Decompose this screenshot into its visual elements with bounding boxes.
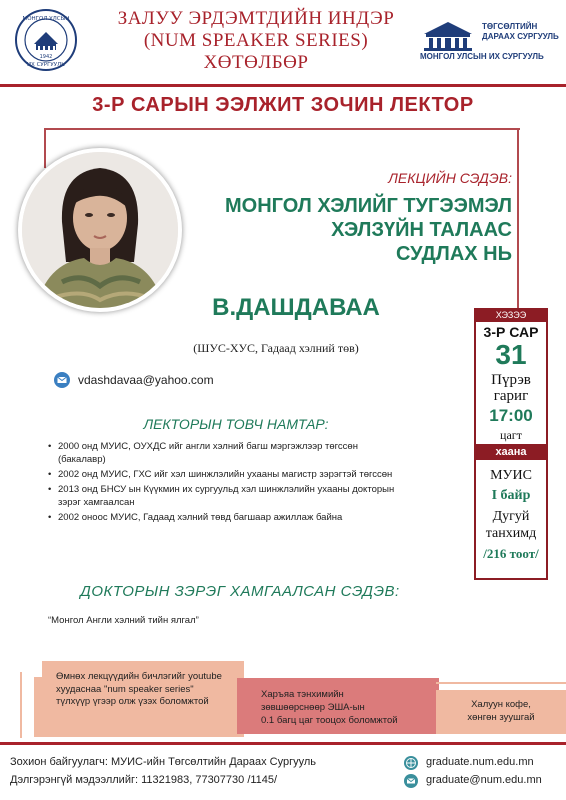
credit-note-line1: Харъяа тэнхимийн [261,689,344,700]
footer-email[interactable]: graduate@num.edu.mn [426,774,542,786]
venue-hall-line2: танхимд [485,526,537,541]
event-time: 17:00 [489,406,533,425]
footer-divider [0,742,566,745]
lecture-topic-line2: ХЭЛЗҮЙН ТАЛААС [331,219,512,241]
university-seal-icon [14,8,78,72]
frame-line-top [44,128,520,130]
event-weekday-line1: Пүрэв [491,372,531,388]
lecture-topic-line1: МОНГОЛ ХЭЛИЙГ ТУГЭЭМЭЛ [225,195,512,217]
graduate-school-logo [420,18,560,68]
graduate-school-logo-icon [420,20,476,52]
youtube-note: Өмнөх лекцүүдийн бичлэгийг youtube хуудаснаа "num speaker series" түлхүүр үгээр олж үзэх боломжтой [42,661,244,737]
main-title: 3-Р САРЫН ЭЭЛЖИТ ЗОЧИН ЛЕКТОР [92,94,474,116]
frame-line-right [517,128,519,308]
web-icon [404,756,418,770]
event-weekday [476,372,546,404]
event-month: 3-Р САР [483,324,539,340]
doctoral-heading: ДОКТОРЫН ЗЭРЭГ ХАМГААЛСАН СЭДЭВ: [80,583,400,600]
email-icon [54,372,70,388]
bio-item: • 2000 онд МУИС, ОУХДС ийг англи хэлний багш мэргэжлээр төгссөн (бакалавр) [48,440,404,466]
venue-university: МУИС [490,468,532,483]
grad-school-line2: ДАРААХ СУРГУУЛЬ [482,32,559,41]
decor-bar-right [436,682,566,684]
bio-item: • 2013 онд БНСУ ын Күүкмин их сургуульд хэл шинжлэлийн ухааны докторын зэрэг хамгаалсан [48,483,404,509]
grad-school-line1: ТӨГСӨЛТИЙН [482,22,538,31]
schedule-panel [474,308,548,580]
credit-note-line3: 0.1 багц цаг тооцох боломжтой [261,715,398,726]
venue-hall [476,508,546,542]
doctoral-topic: “Монгол Англи хэлний тийн ялгал” [48,615,199,626]
bio-item: • 2002 оноос МУИС, Гадаад хэлний төвд багшаар ажиллаж байна [48,511,404,524]
seal-text-bottom: ИХ СУРГУУЛЬ [26,62,66,68]
speaker-portrait-image [22,152,178,308]
bio-heading: ЛЕКТОРЫН ТОВЧ НАМТАР: [143,416,329,432]
credit-note-line2: зөвшөөрснөөр ЭША-ын [261,702,365,713]
coffee-note [436,690,566,734]
program-title-line3: ХӨТӨЛБӨР [203,52,309,73]
program-title-line1: ЗАЛУУ ЭРДЭМТДИЙН ИНДЭР [117,8,395,29]
frame-line-left [44,128,46,168]
program-title [96,8,416,74]
seal-text-top: МОНГОЛ УЛСЫН [22,16,70,22]
bio-list [48,440,404,526]
event-weekday-line2: гариг [493,388,529,404]
seal-year: 1942 [39,54,53,60]
venue-hall-line1: Дугуй [492,509,530,524]
where-label: хаана [476,444,546,460]
lecture-topic-line3: СУДЛАХ НЬ [395,243,512,265]
speaker-email[interactable]: vdashdavaa@yahoo.com [78,373,214,387]
program-title-line2: (NUM SPEAKER SERIES) [143,30,369,51]
coffee-note-line1: Халуун кофе, [471,699,531,710]
lecture-topic-label: ЛЕКЦИЙН СЭДЭВ: [388,170,512,186]
venue-building: I байр [491,488,531,503]
speaker-photo [18,148,182,312]
footer-contact: Дэлгэрэнгүй мэдээллийг: 11321983, 77307730 /1145/ [10,774,278,786]
event-hour-word: цагт [500,428,522,442]
mail-icon [404,774,418,788]
credit-note [237,678,439,734]
header [0,0,566,88]
speaker-name: В.ДАШДАВАА [212,294,380,321]
event-day: 31 [495,339,527,370]
footer-website[interactable]: graduate.num.edu.mn [426,756,534,768]
header-divider [0,84,566,87]
university-name: МОНГОЛ УЛСЫН ИХ СУРГУУЛЬ [420,52,544,61]
speaker-affiliation: (ШУС-ХУС, Гадаад хэлний төв) [193,341,359,355]
coffee-note-line2: хөнгөн зуушгай [467,712,535,723]
venue-room: /216 тоот/ [483,546,539,561]
when-label: ХЭЗЭЭ [476,308,546,322]
lecture-topic [200,194,512,266]
decor-bar-left [20,672,22,738]
footer-organizer: Зохион байгуулагч: МУИС-ийн Төгсөлтийн Дараах Сургууль [10,756,317,768]
bio-item: • 2002 онд МУИС, ГХС ийг хэл шинжлэлийн ухааны магистр зэрэгтэй төгссөн [48,468,404,481]
